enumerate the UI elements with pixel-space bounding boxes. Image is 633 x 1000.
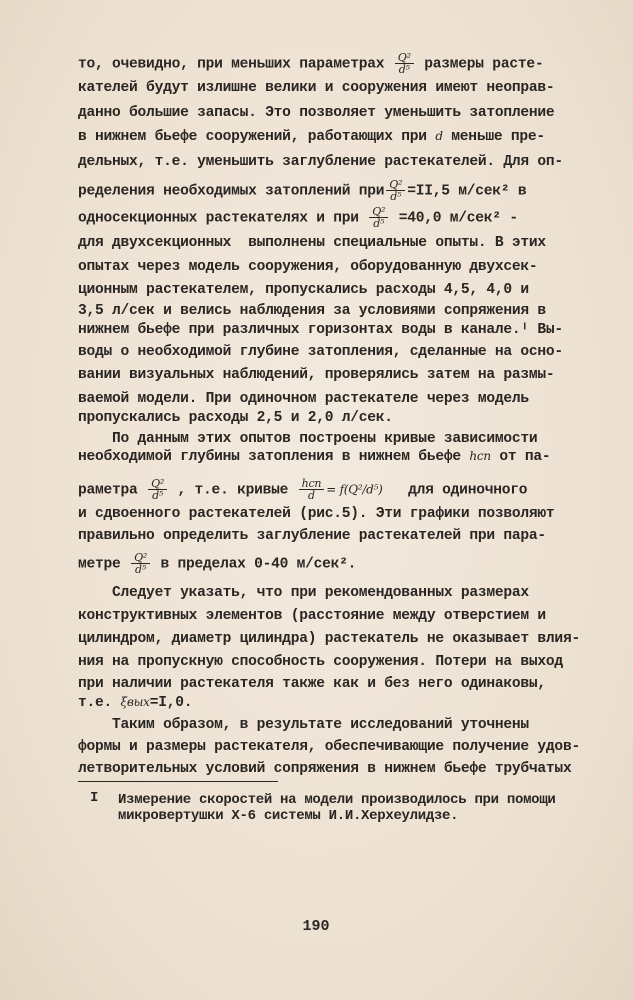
text-line: для двухсекционных выполнены специальные опыты. В этих [78, 235, 546, 251]
text-line: цилиндром, диаметр цилиндра) растекатель не оказывает влия- [78, 631, 580, 647]
formula-numerator: Q² [151, 477, 165, 490]
formula-numerator: Q² [134, 551, 147, 564]
formula-denominator: d [299, 489, 325, 501]
text-line [78, 179, 598, 202]
text-segment: для одиночного [408, 482, 528, 499]
text-line: дельных, т.е. уменьшить заглубление растекателей. Для оп- [78, 154, 563, 170]
text-segment: метре [78, 556, 121, 573]
formula-q2-over-d5 [131, 552, 150, 575]
text-segment: т.е. [78, 695, 113, 711]
text-line: при наличии растекателя также как и без него одинаковы, [78, 676, 546, 692]
formula-denominator: d⁵ [131, 563, 150, 575]
text-segment: =40,0 м/сек² - [390, 210, 518, 227]
formula-q2-over-d5 [386, 179, 405, 202]
text-line: и сдвоенного растекателей (рис.5). Эти графики позволяют [78, 506, 555, 522]
text-line [78, 696, 598, 711]
formula-denominator: d⁵ [395, 63, 414, 75]
text-line: воды о необходимой глубине затопления, сделанные на осно- [78, 344, 563, 360]
text-segment: ределения необходимых затоплений при [78, 183, 385, 200]
text-line: Таким образом, в результате исследований уточнены [78, 717, 529, 733]
text-segment: необходимой глубины затопления в нижнем бьефе [78, 449, 461, 465]
text-segment: меньше пре- [451, 129, 545, 145]
text-line: правильно определить заглубление растекателей при пара- [78, 528, 546, 544]
formula-q2-over-d5 [369, 206, 388, 229]
text-line: ния на пропускную способность сооружения. Потери на выход [78, 654, 563, 670]
formula-d: d [435, 129, 443, 143]
text-line: вании визуальных наблюдений, проверялись затем на размы- [78, 367, 555, 383]
text-line: нижнем бьефе при различных горизонтах воды в канале.ᴵ Вы- [78, 322, 563, 338]
text-segment: раметра [78, 482, 138, 499]
text-segment: то, очевидно, при меньших параметрах [78, 56, 385, 73]
text-line [78, 206, 598, 229]
text-line: летворительных условий сопряжения в нижнем бьефе трубчатых [78, 761, 572, 777]
text-line: данно большие запасы. Это позволяет уменьшить затопление [78, 105, 555, 121]
formula-q2-over-d5 [148, 478, 167, 501]
formula-denominator: d⁵ [369, 217, 388, 229]
formula-denominator: d⁵ [386, 190, 405, 202]
formula-numerator: Q² [372, 205, 386, 218]
footnote-rule [78, 781, 278, 782]
text-segment: в нижнем бьефе сооружений, работающих при [78, 129, 427, 145]
formula-q2-over-d5 [395, 52, 414, 75]
text-line [78, 478, 598, 501]
text-line: По данным этих опытов построены кривые зависимости [78, 431, 538, 447]
text-line: формы и размеры растекателя, обеспечивающие получение удов- [78, 739, 580, 755]
text-segment: размеры расте- [424, 56, 544, 73]
text-line: ваемой модели. При одиночном растекателе через модель [78, 391, 529, 407]
text-line: Следует указать, что при рекомендованных размерах [78, 585, 529, 601]
formula-function: = f(Q²/d⁵) [326, 482, 383, 497]
formula-hcn-over-d [299, 478, 325, 501]
footnote-mark: I [90, 790, 99, 806]
text-segment: =II,5 м/сек² в [407, 183, 527, 200]
text-segment: односекционных растекателях и при [78, 210, 359, 227]
text-segment: , т.е. кривые [177, 482, 289, 499]
formula-denominator: d⁵ [148, 489, 167, 501]
formula-hcn: hсп [469, 449, 491, 463]
text-line [78, 52, 598, 75]
page-number: 190 [302, 918, 330, 935]
footnote-line: микровертушки Х-6 системы И.И.Херхеулидзе. [118, 808, 459, 824]
text-line [78, 552, 598, 575]
text-line [78, 450, 598, 465]
text-segment: в пределах 0-40 м/сек². [160, 556, 357, 573]
formula-numerator: Q² [389, 178, 403, 191]
text-line: кателей будут излишне велики и сооружения имеют неоправ- [78, 80, 555, 96]
formula-numerator: hсп [301, 477, 322, 490]
text-line: опытах через модель сооружения, оборудованную двухсек- [78, 259, 538, 275]
text-line [78, 130, 598, 145]
footnote-line: Измерение скоростей на модели производилось при помощи [118, 792, 556, 808]
text-line: ционным растекателем, пропускались расходы 4,5, 4,0 и [78, 282, 529, 298]
text-line: пропускались расходы 2,5 и 2,0 л/сек. [78, 410, 393, 426]
formula-xi: ξвых [120, 695, 150, 709]
text-segment: =I,0. [149, 695, 193, 711]
text-line: 3,5 л/сек и велись наблюдения за условиями сопряжения в [78, 303, 546, 319]
formula-numerator: Q² [397, 51, 411, 64]
text-segment: от па- [499, 449, 551, 465]
text-line: конструктивных элементов (расстояние между отверстием и [78, 608, 546, 624]
